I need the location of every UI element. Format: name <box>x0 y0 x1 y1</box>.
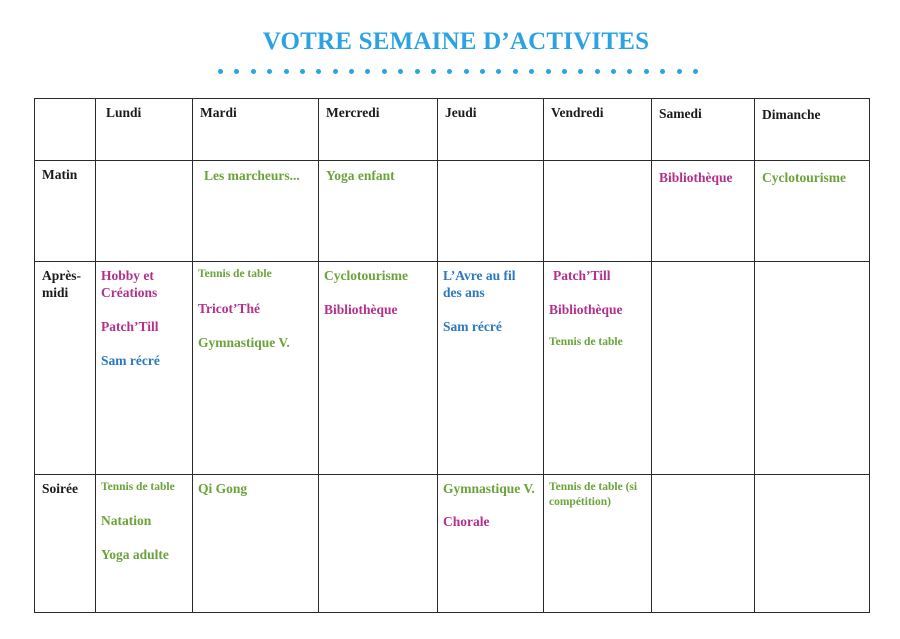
schedule-table <box>34 98 870 613</box>
activity-bibliotheque: Bibliothèque <box>549 302 623 317</box>
activity-chorale: Chorale <box>443 514 490 529</box>
activity-natation: Natation <box>101 513 152 528</box>
activity-sam-recre: Sam récré <box>443 319 502 334</box>
cell-matin-samedi <box>653 163 754 203</box>
cell-apresmidi-vendredi <box>543 261 651 367</box>
page-title: VOTRE SEMAINE D’ACTIVITES <box>262 28 650 55</box>
activity-bibliotheque: Bibliothèque <box>324 302 398 317</box>
cell-soiree-jeudi <box>437 474 537 547</box>
activity-les-marcheurs: Les marcheurs... <box>204 168 300 183</box>
row-label-soiree: Soirée <box>42 481 78 496</box>
activity-gymnastique-v: Gymnastique V. <box>443 481 535 496</box>
cell-soiree-vendredi <box>543 474 651 527</box>
cell-matin-dimanche <box>756 163 869 203</box>
activity-tennis-de-table: Tennis de table <box>101 481 175 493</box>
header-dimanche: Dimanche <box>762 107 821 122</box>
header-lundi: Lundi <box>106 105 142 120</box>
header-jeudi: Jeudi <box>445 105 477 120</box>
cell-apresmidi-lundi <box>95 261 192 386</box>
dotted-divider <box>218 67 698 75</box>
activity-cyclotourisme: Cyclotourisme <box>762 170 846 185</box>
activity-tennis-de-table: Tennis de table <box>198 268 272 280</box>
cell-matin-mardi <box>198 161 318 201</box>
row-label-apres-midi: Après-midi <box>42 268 81 300</box>
activity-gymnastique-v: Gymnastique V. <box>198 335 290 350</box>
cell-matin-mercredi <box>320 161 437 201</box>
header-samedi: Samedi <box>659 106 702 121</box>
activity-cyclotourisme: Cyclotourisme <box>324 268 408 283</box>
activity-qi-gong: Qi Gong <box>198 481 248 496</box>
header-vendredi: Vendredi <box>551 105 604 120</box>
activity-lavre-au-fil-des-ans: L’Avre au fil des ans <box>443 268 516 300</box>
cell-apresmidi-mardi <box>192 261 318 368</box>
cell-soiree-lundi <box>95 474 192 580</box>
activity-bibliotheque: Bibliothèque <box>659 170 733 185</box>
activity-yoga-adulte: Yoga adulte <box>101 547 169 562</box>
activity-hobby-et-creations: Hobby et Créations <box>101 268 158 300</box>
activity-tricot-the: Tricot’Thé <box>198 301 260 316</box>
activity-sam-recre: Sam récré <box>101 353 160 368</box>
activity-patch-till: Patch’Till <box>101 319 159 334</box>
activity-yoga-enfant: Yoga enfant <box>326 168 395 183</box>
row-label-matin: Matin <box>42 167 78 182</box>
cell-apresmidi-jeudi <box>437 261 537 352</box>
header-mercredi: Mercredi <box>326 105 380 120</box>
header-mardi: Mardi <box>200 105 237 120</box>
cell-apresmidi-mercredi <box>318 261 437 335</box>
activity-patch-till: Patch’Till <box>553 268 611 283</box>
activity-tennis-de-table: Tennis de table <box>549 336 623 348</box>
activity-tennis-de-table-si-competition: Tennis de table (si compétition) <box>549 481 638 508</box>
cell-soiree-mardi <box>192 474 318 514</box>
